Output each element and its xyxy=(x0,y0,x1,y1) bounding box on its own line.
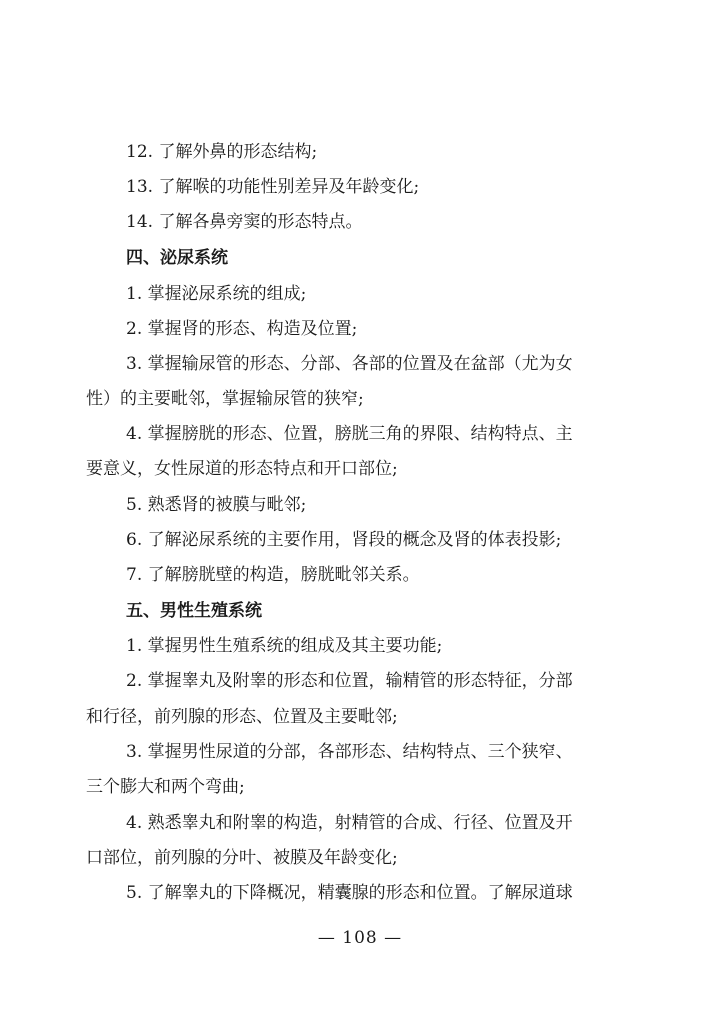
male-item-1: 1. 掌握男性生殖系统的组成及其主要功能; xyxy=(126,636,443,656)
urinary-item-4-cont: 要意义，女性尿道的形态特点和开口部位; xyxy=(86,459,398,479)
item-12-nose: 12. 了解外鼻的形态结构; xyxy=(126,142,318,162)
urinary-item-6: 6. 了解泌尿系统的主要作用，肾段的概念及肾的体表投影; xyxy=(126,530,562,550)
male-item-4: 4. 熟悉睾丸和附睾的构造，射精管的合成、行径、位置及开 xyxy=(126,813,573,833)
male-item-2-cont: 和行径，前列腺的形态、位置及主要毗邻; xyxy=(86,707,398,727)
urinary-item-7: 7. 了解膀胱壁的构造，膀胱毗邻关系。 xyxy=(126,565,420,585)
male-item-3-cont: 三个膨大和两个弯曲; xyxy=(86,777,245,797)
urinary-item-5: 5. 熟悉肾的被膜与毗邻; xyxy=(126,495,307,515)
page-number: — 108 — xyxy=(317,928,403,948)
urinary-item-1: 1. 掌握泌尿系统的组成; xyxy=(126,284,307,304)
male-item-5: 5. 了解睾丸的下降概况，精囊腺的形态和位置。了解尿道球 xyxy=(126,883,573,903)
urinary-item-3: 3. 掌握输尿管的形态、分部、各部的位置及在盆部（尤为女 xyxy=(126,354,573,374)
section-heading-male-reproductive: 五、男性生殖系统 xyxy=(126,601,262,621)
urinary-item-2: 2. 掌握肾的形态、构造及位置; xyxy=(126,319,358,339)
male-item-2: 2. 掌握睾丸及附睾的形态和位置，输精管的形态特征，分部 xyxy=(126,671,573,691)
male-item-3: 3. 掌握男性尿道的分部，各部形态、结构特点、三个狭窄、 xyxy=(126,742,573,762)
item-13-larynx: 13. 了解喉的功能性别差异及年龄变化; xyxy=(126,177,420,197)
section-heading-urinary: 四、泌尿系统 xyxy=(126,248,228,268)
urinary-item-3-cont: 性）的主要毗邻，掌握输尿管的狭窄; xyxy=(86,389,364,409)
urinary-item-4: 4. 掌握膀胱的形态、位置，膀胱三角的界限、结构特点、主 xyxy=(126,424,573,444)
item-14-sinuses: 14. 了解各鼻旁窦的形态特点。 xyxy=(126,212,363,232)
male-item-4-cont: 口部位，前列腺的分叶、被膜及年龄变化; xyxy=(86,848,398,868)
